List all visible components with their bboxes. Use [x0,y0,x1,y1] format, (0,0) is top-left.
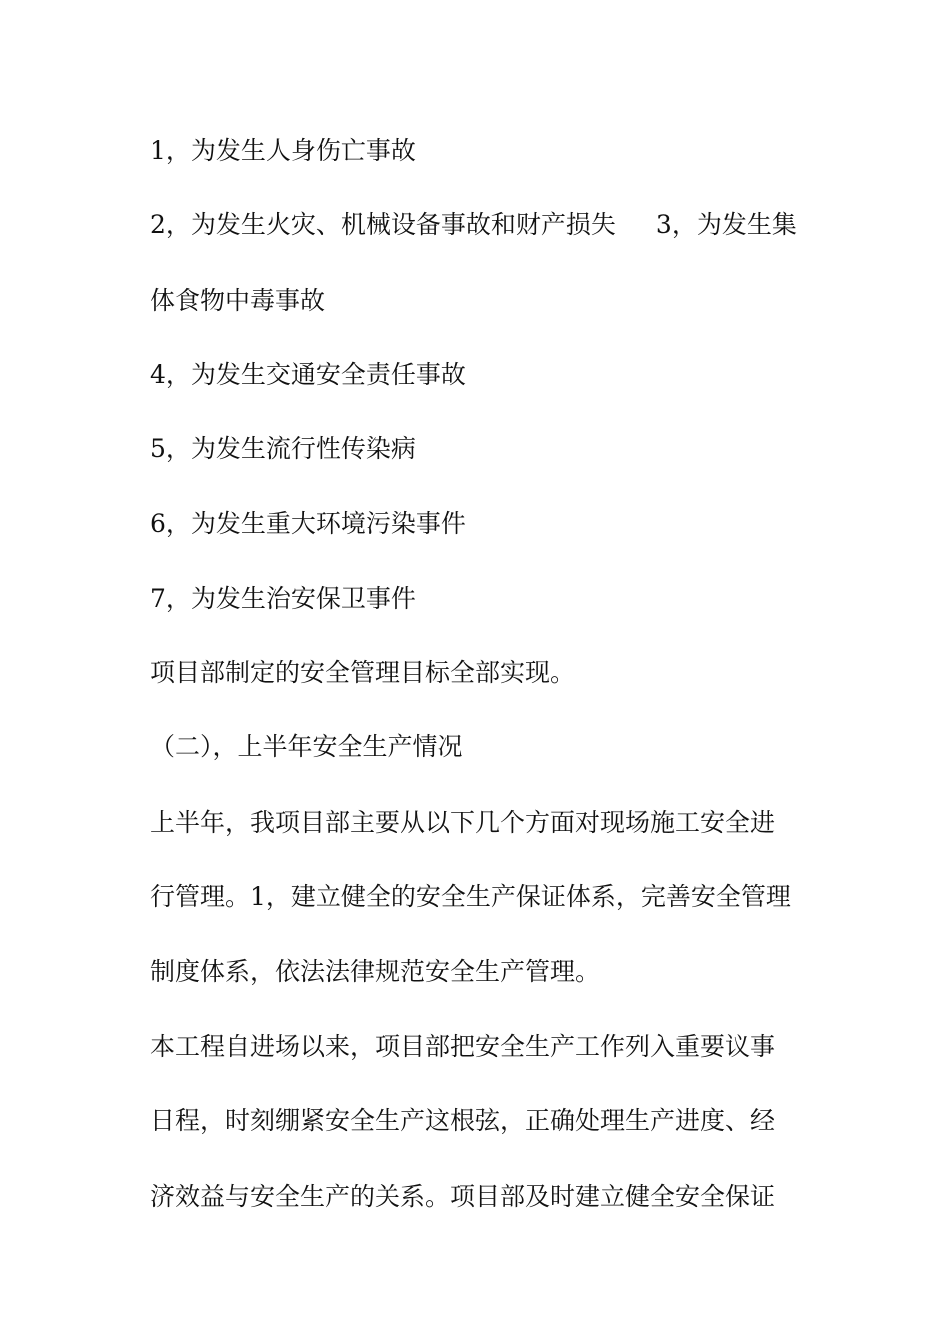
list-item-7: 7，为发生治安保卫事件 [150,584,416,613]
list-item-4: 4，为发生交通安全责任事故 [150,360,466,389]
list-item-2: 2，为发生火灾、机械设备事故和财产损失 [150,210,616,239]
paragraph-line: 日程，时刻绷紧安全生产这根弦，正确处理生产进度、经 [150,1106,776,1135]
paragraph-line: 制度体系，依法法律规范安全生产管理。 [150,957,601,986]
list-item-3: 3，为发生集 [655,210,797,239]
paragraph-line: 上半年，我项目部主要从以下几个方面对现场施工安全进 [150,808,776,837]
list-item-6: 6，为发生重大环境污染事件 [150,509,466,538]
paragraph-line: 本工程自进场以来，项目部把安全生产工作列入重要议事 [150,1032,776,1061]
list-item-2-3 [150,208,820,242]
list-item-3-continued: 体食物中毒事故 [150,286,326,315]
paragraph-line: 行管理。1，建立健全的安全生产保证体系，完善安全管理 [150,882,791,911]
list-item-5: 5，为发生流行性传染病 [150,434,416,463]
paragraph-target-achieved: 项目部制定的安全管理目标全部实现。 [150,658,576,687]
section-heading: （二），上半年安全生产情况 [150,732,463,761]
list-item-1: 1，为发生人身伤亡事故 [150,136,416,165]
paragraph-line: 济效益与安全生产的关系。项目部及时建立健全安全保证 [150,1182,776,1211]
